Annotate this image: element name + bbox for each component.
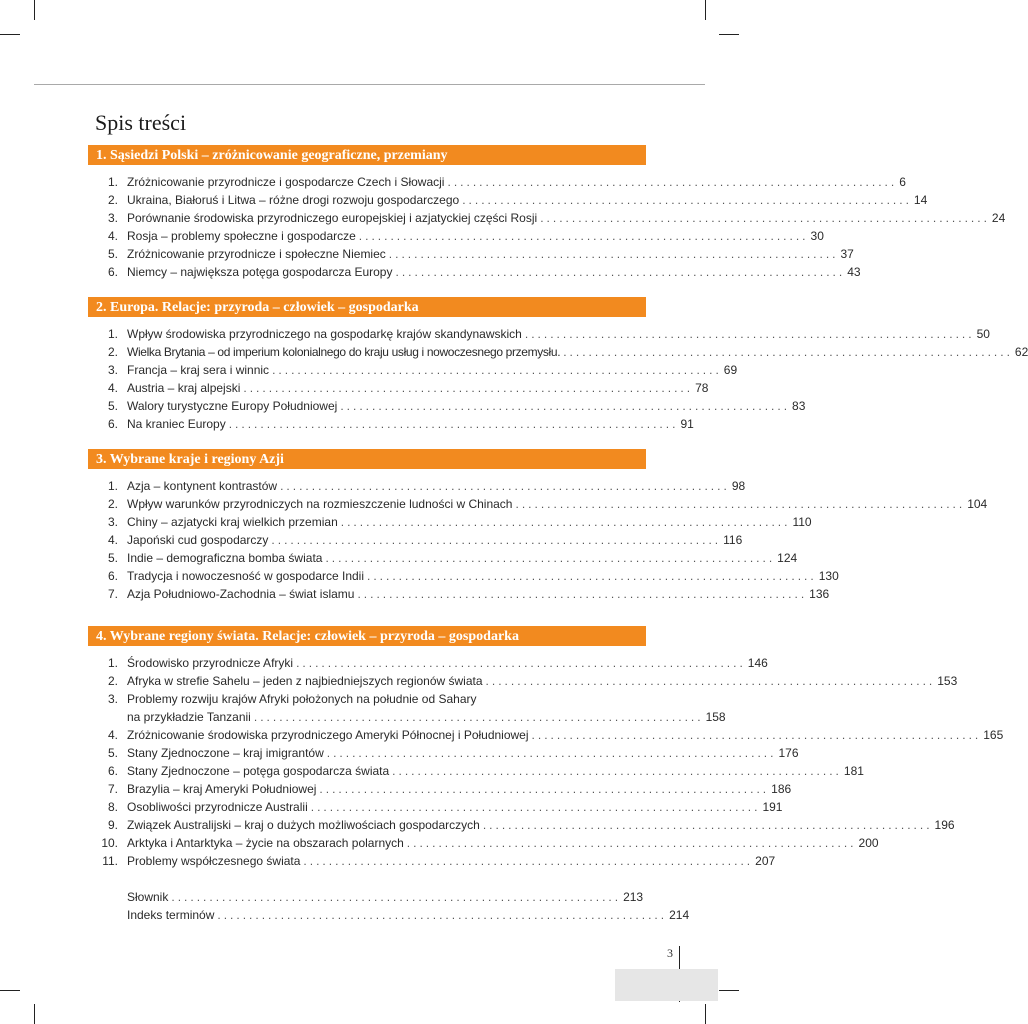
leader-dots: ....................................................................... bbox=[531, 728, 982, 742]
entry-number: 6. bbox=[107, 569, 118, 583]
entry-number: 7. bbox=[107, 782, 118, 796]
entry-title-line: Problemy rozwiju krajów Afryki położonych na południe od Sahary bbox=[127, 690, 480, 708]
toc-entry[interactable] bbox=[88, 191, 928, 209]
entry-title: Indeks terminów bbox=[127, 906, 217, 924]
entry-number: 2. bbox=[107, 193, 118, 207]
toc-entry[interactable] bbox=[88, 343, 1028, 361]
entry-title: Zróżnicowanie środowiska przyrodniczego Ameryki Północnej i Południowej bbox=[127, 726, 532, 744]
entry-page: 153 bbox=[937, 674, 958, 688]
leader-dots: ....................................................................... bbox=[482, 818, 933, 832]
entry-title: Arktyka i Antarktyka – życie na obszarach polarnych bbox=[127, 834, 407, 852]
entry-number: 4. bbox=[107, 381, 118, 395]
entry-page: 191 bbox=[762, 800, 783, 814]
entry-number: 4. bbox=[107, 229, 118, 243]
leader-dots: ....................................................................... bbox=[367, 569, 817, 583]
entry-page: 136 bbox=[809, 587, 830, 601]
toc-entry[interactable] bbox=[88, 780, 792, 798]
leader-dots: ....................................................................... bbox=[325, 551, 776, 565]
toc-entry[interactable] bbox=[88, 263, 861, 281]
leader-dots: ....................................................................... bbox=[406, 836, 857, 850]
entry-number: 5. bbox=[107, 247, 118, 261]
toc-entry[interactable] bbox=[88, 513, 812, 531]
entry-page: 207 bbox=[755, 854, 776, 868]
entry-title: Środowisko przyrodnicze Afryki bbox=[127, 654, 296, 672]
entry-page: 165 bbox=[983, 728, 1004, 742]
leader-dots: ....................................................................... bbox=[272, 363, 722, 377]
entry-number: 7. bbox=[107, 587, 118, 601]
entry-page: 69 bbox=[723, 363, 738, 377]
entry-page: 14 bbox=[913, 193, 928, 207]
entry-number: 3. bbox=[107, 211, 118, 225]
entry-title: Zróżnicowanie przyrodnicze i społeczne Niemiec bbox=[127, 245, 389, 263]
entry-title: Zróżnicowanie przyrodnicze i gospodarcze Czech i Słowacji bbox=[127, 173, 447, 191]
entry-number: 6. bbox=[107, 265, 118, 279]
page-tab bbox=[615, 969, 718, 1001]
entry-title: Indie – demograficzna bomba świata bbox=[127, 549, 325, 567]
entry-page: 24 bbox=[991, 211, 1006, 225]
section-heading: 3. Wybrane kraje i regiony Azji bbox=[88, 449, 646, 469]
leader-dots: ....................................................................... bbox=[340, 399, 791, 413]
entry-title: Stany Zjednoczone – kraj imigrantów bbox=[127, 744, 327, 762]
leader-dots: ....................................................................... bbox=[524, 327, 975, 341]
entry-title: Wpływ warunków przyrodniczych na rozmieszczenie ludności w Chinach bbox=[127, 495, 515, 513]
entry-title: Problemy współczesnego świata bbox=[127, 852, 303, 870]
toc-entry[interactable] bbox=[88, 209, 1006, 227]
leader-dots: ....................................................................... bbox=[357, 587, 808, 601]
crop-mark bbox=[719, 990, 739, 991]
toc-entry-continuation[interactable] bbox=[88, 708, 726, 726]
entry-title: Stany Zjednoczone – potęga gospodarcza świata bbox=[127, 762, 392, 780]
entry-title: Francja – kraj sera i winnic bbox=[127, 361, 272, 379]
entry-page: 104 bbox=[967, 497, 988, 511]
toc-entry[interactable] bbox=[88, 798, 783, 816]
leader-dots: ....................................................................... bbox=[243, 381, 694, 395]
entry-title: Wielka Brytania – od imperium kolonialnego do kraju usług i nowoczesnego przemysłu. bbox=[127, 343, 563, 361]
leader-dots: ....................................................................... bbox=[395, 265, 846, 279]
entry-page: 6 bbox=[899, 175, 906, 189]
entry-number: 3. bbox=[107, 515, 118, 529]
entry-page: 146 bbox=[747, 656, 768, 670]
entry-title: Afryka w strefie Sahelu – jeden z najbiedniejszych regionów świata bbox=[127, 672, 486, 690]
entry-page: 176 bbox=[778, 746, 799, 760]
leader-dots: ....................................................................... bbox=[388, 247, 839, 261]
toc-entry-index[interactable] bbox=[88, 906, 690, 924]
crop-mark bbox=[719, 34, 739, 35]
toc-entry[interactable] bbox=[88, 762, 864, 780]
leader-dots: ....................................................................... bbox=[217, 908, 668, 922]
leader-dots: ....................................................................... bbox=[228, 417, 679, 431]
entry-number: 6. bbox=[107, 417, 118, 431]
entry-number: 5. bbox=[107, 746, 118, 760]
toc-section bbox=[88, 626, 1004, 924]
entry-title: Brazylia – kraj Ameryki Południowej bbox=[127, 780, 319, 798]
section-heading: 1. Sąsiedzi Polski – zróżnicowanie geograficzne, przemiany bbox=[88, 145, 646, 165]
leader-dots: ....................................................................... bbox=[540, 211, 990, 225]
entry-number: 4. bbox=[107, 728, 118, 742]
entry-page: 130 bbox=[818, 569, 839, 583]
entry-number: 5. bbox=[107, 399, 118, 413]
toc-entry-glossary[interactable] bbox=[88, 888, 646, 906]
leader-dots: ....................................................................... bbox=[462, 193, 912, 207]
toc-entry[interactable] bbox=[88, 852, 776, 870]
leader-dots: ....................................................................... bbox=[280, 479, 730, 493]
toc-entry[interactable] bbox=[88, 397, 806, 415]
toc-entry[interactable] bbox=[88, 531, 743, 549]
section-heading: 4. Wybrane regiony świata. Relacje: człowiek – przyroda – gospodarka bbox=[88, 626, 646, 646]
entry-title: Porównanie środowiska przyrodniczego europejskiej i azjatyckiej części Rosji bbox=[127, 209, 540, 227]
leader-dots: ....................................................................... bbox=[447, 175, 898, 189]
toc-entry[interactable] bbox=[88, 379, 709, 397]
entry-page: 83 bbox=[792, 399, 806, 413]
leader-dots: ....................................................................... bbox=[271, 533, 722, 547]
entry-title: Chiny – azjatycki kraj wielkich przemian bbox=[127, 513, 341, 531]
entry-page: 91 bbox=[680, 417, 694, 431]
toc-entry[interactable] bbox=[88, 325, 990, 343]
entry-page: 98 bbox=[731, 479, 746, 493]
entry-page: 78 bbox=[695, 381, 709, 395]
toc-entry[interactable] bbox=[88, 672, 958, 690]
entry-number: 9. bbox=[107, 818, 118, 832]
leader-dots: ....................................................................... bbox=[253, 710, 704, 724]
entry-page: 181 bbox=[843, 764, 864, 778]
entry-number: 5. bbox=[107, 551, 118, 565]
toc-section bbox=[88, 145, 1006, 281]
toc-entry[interactable] bbox=[88, 834, 879, 852]
entry-page: 37 bbox=[840, 247, 854, 261]
toc-section bbox=[88, 449, 988, 603]
entry-number: 3. bbox=[107, 363, 118, 377]
entry-number: 1. bbox=[107, 327, 118, 341]
entry-number: 8. bbox=[107, 800, 118, 814]
leader-dots: ....................................................................... bbox=[326, 746, 777, 760]
crop-mark bbox=[34, 0, 35, 20]
leader-dots: ....................................................................... bbox=[310, 800, 761, 814]
toc-entry[interactable] bbox=[88, 477, 746, 495]
crop-mark bbox=[34, 1004, 35, 1024]
entry-page: 30 bbox=[810, 229, 824, 243]
entry-page: 186 bbox=[771, 782, 792, 796]
entry-number: 2. bbox=[107, 345, 118, 359]
entry-number: 1. bbox=[107, 175, 118, 189]
entry-page: 110 bbox=[792, 515, 812, 529]
entry-title: Azja – kontynent kontrastów bbox=[127, 477, 280, 495]
entry-number: 2. bbox=[107, 497, 118, 511]
entry-title: Japoński cud gospodarczy bbox=[127, 531, 271, 549]
entry-page: 213 bbox=[623, 890, 644, 904]
toc-entry[interactable] bbox=[88, 173, 906, 191]
toc-entry[interactable] bbox=[88, 495, 988, 513]
entry-number: 3. bbox=[107, 692, 118, 706]
toc-entry[interactable] bbox=[88, 585, 830, 603]
leader-dots: ....................................................................... bbox=[358, 229, 809, 243]
leader-dots: ....................................................................... bbox=[303, 854, 754, 868]
crop-mark bbox=[0, 990, 20, 991]
entry-title: Austria – kraj alpejski bbox=[127, 379, 243, 397]
toc-entry[interactable] bbox=[88, 245, 854, 263]
toc-entry[interactable] bbox=[88, 227, 824, 245]
crop-mark bbox=[705, 0, 706, 20]
page-title: Spis treści bbox=[95, 110, 187, 135]
entry-page: 214 bbox=[669, 908, 690, 922]
toc-entry[interactable] bbox=[88, 415, 694, 433]
leader-dots: ....................................................................... bbox=[340, 515, 791, 529]
entry-title: Tradycja i nowoczesność w gospodarce Indii bbox=[127, 567, 367, 585]
entry-page: 158 bbox=[705, 710, 726, 724]
entry-page: 43 bbox=[847, 265, 861, 279]
leader-dots: ....................................................................... bbox=[515, 497, 966, 511]
entry-title: Wpływ środowiska przyrodniczego na gospodarkę krajów skandynawskich bbox=[127, 325, 525, 343]
toc-entry[interactable] bbox=[88, 549, 798, 567]
toc-section bbox=[88, 297, 1028, 433]
entry-number: 1. bbox=[107, 656, 118, 670]
toc-entry[interactable] bbox=[88, 744, 799, 762]
toc-entry[interactable] bbox=[88, 654, 768, 672]
section-heading: 2. Europa. Relacje: przyroda – człowiek – gospodarka bbox=[88, 297, 646, 317]
leader-dots: ....................................................................... bbox=[319, 782, 770, 796]
entry-number: 2. bbox=[107, 674, 118, 688]
entry-title: Słownik bbox=[127, 888, 171, 906]
toc-entry[interactable] bbox=[88, 567, 839, 585]
page-number: 3 bbox=[667, 946, 673, 960]
entry-title: Azja Południowo-Zachodnia – świat islamu bbox=[127, 585, 357, 603]
entry-page: 196 bbox=[934, 818, 955, 832]
crop-mark bbox=[0, 34, 20, 35]
entry-page: 62 bbox=[1014, 345, 1028, 359]
entry-page: 116 bbox=[723, 533, 743, 547]
entry-number: 6. bbox=[107, 764, 118, 778]
entry-title: na przykładzie Tanzanii bbox=[127, 708, 254, 726]
leader-dots: ....................................................................... bbox=[485, 674, 936, 688]
entry-number: 11. bbox=[102, 854, 118, 868]
entry-page: 200 bbox=[858, 836, 879, 850]
toc-entry[interactable] bbox=[88, 726, 1004, 744]
leader-dots: ....................................................................... bbox=[392, 764, 842, 778]
entry-title: Ukraina, Białoruś i Litwa – różne drogi rozwoju gospodarczego bbox=[127, 191, 462, 209]
toc-entry[interactable] bbox=[88, 690, 646, 708]
leader-dots: ....................................................................... bbox=[296, 656, 746, 670]
entry-number: 10. bbox=[101, 836, 118, 850]
crop-mark bbox=[705, 1004, 706, 1024]
entry-number: 4. bbox=[107, 533, 118, 547]
entry-title: Osobliwości przyrodnicze Australii bbox=[127, 798, 311, 816]
entry-page: 50 bbox=[976, 327, 990, 341]
toc-entry[interactable] bbox=[88, 361, 738, 379]
toc-entry[interactable] bbox=[88, 816, 955, 834]
entry-number: 1. bbox=[107, 479, 118, 493]
leader-dots: ....................................................................... bbox=[563, 345, 1013, 359]
entry-title: Walory turystyczne Europy Południowej bbox=[127, 397, 340, 415]
entry-title: Na kraniec Europy bbox=[127, 415, 229, 433]
entry-title: Rosja – problemy społeczne i gospodarcze bbox=[127, 227, 359, 245]
entry-title: Niemcy – największa potęga gospodarcza Europy bbox=[127, 263, 395, 281]
header-rule bbox=[34, 84, 705, 85]
entry-page: 124 bbox=[777, 551, 798, 565]
entry-title: Związek Australijski – kraj o dużych możliwościach gospodarczych bbox=[127, 816, 483, 834]
leader-dots: ....................................................................... bbox=[171, 890, 622, 904]
